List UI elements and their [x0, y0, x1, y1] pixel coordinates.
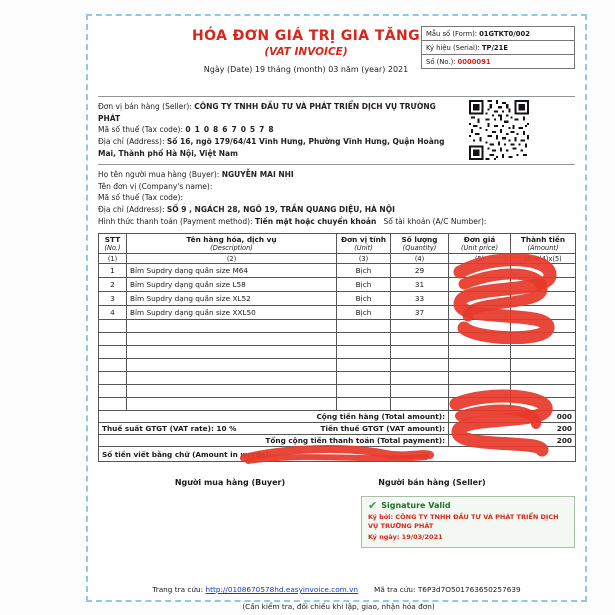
- invoice-date-line: Ngày (Date) 19 tháng (month) 03 năm (year) 2021: [203, 65, 409, 74]
- row-amount-redacted: [511, 264, 576, 278]
- empty-row: [99, 346, 576, 359]
- amount-in-words-row: [99, 447, 576, 462]
- row-quantity: 37: [391, 306, 449, 320]
- lookup-footer: [98, 585, 575, 594]
- row-unit-price-redacted: [449, 278, 511, 292]
- seller-address-line: [98, 136, 448, 159]
- payment-method-label: Hình thức thanh toán (Payment method):: [98, 216, 253, 226]
- row-no: 1: [99, 264, 127, 278]
- col-header-quantity: Số lượng (Quantity): [391, 234, 449, 254]
- seller-tax-code: 0108670578: [185, 125, 278, 135]
- vat-row: [99, 423, 576, 435]
- empty-row: [99, 372, 576, 385]
- buyer-name-label: Họ tên người mua hàng (Buyer):: [98, 170, 220, 180]
- buyer-address: SỐ 9 , NGÁCH 28, NGÕ 19, TRẦN QUANG DIỆU, HÀ NỘI: [166, 205, 395, 214]
- total-payment-label: Tổng cộng tiền thanh toán (Total payment):: [99, 435, 449, 447]
- buyer-tax-line: [98, 192, 575, 204]
- col-num-3: (3): [337, 254, 391, 264]
- row-description: Bỉm Supdry dạng quần size M64: [127, 264, 337, 278]
- empty-row: [99, 320, 576, 333]
- vat-amount-label: Tiền thuế GTGT (VAT amount):: [320, 424, 445, 434]
- seller-tax-line: [98, 124, 448, 136]
- row-quantity: 33: [391, 292, 449, 306]
- col-header-amount: Thành tiền (Amount): [511, 234, 576, 254]
- invoice-title: HÓA ĐƠN GIÁ TRỊ GIA TĂNG: [192, 28, 420, 44]
- seller-name: CÔNG TY TNHH ĐẦU TƯ VÀ PHÁT TRIỂN DỊCH VỤ TRƯỜNG PHÁT: [98, 102, 436, 123]
- row-unit-price-redacted: [449, 292, 511, 306]
- total-amount-value: 000: [449, 411, 576, 423]
- row-unit: Bịch: [337, 264, 391, 278]
- col-num-2: (2): [127, 254, 337, 264]
- invoice-number-label: Số (No.):: [426, 57, 456, 66]
- vat-rate: Thuế suất GTGT (VAT rate): 10 %: [102, 424, 237, 434]
- row-no: 4: [99, 306, 127, 320]
- row-unit-price-redacted: [449, 306, 511, 320]
- lookup-code-label: Mã tra cứu:: [374, 585, 416, 594]
- buyer-signature-title: Người mua hàng (Buyer): [174, 478, 286, 488]
- seller-address: Số 16, ngõ 179/64/41 Vĩnh Hưng, Phường Vĩnh Hưng, Quận Hoàng Mai, Thành phố Hà Nội, Việt Nam: [98, 136, 445, 158]
- seller-signature-title: Người bán hàng (Seller): [378, 478, 486, 488]
- col-num-6: (6)=(4)x(5): [511, 254, 576, 264]
- signature-section: [98, 468, 575, 554]
- lookup-url-link[interactable]: http://0108670578hd.easyinvoice.com.vn: [205, 585, 359, 594]
- seller-name-line: [98, 101, 448, 124]
- buyer-company-label: Tên đơn vị (Company's name):: [98, 181, 213, 191]
- table-row: [99, 292, 576, 306]
- lookup-code-value: T6P3d7O501763650257639: [417, 585, 521, 594]
- invoice-subtitle: (VAT INVOICE): [264, 46, 348, 58]
- table-row: [99, 264, 576, 278]
- invoice-header: [98, 22, 575, 96]
- total-amount-label: Cộng tiền hàng (Total amount):: [99, 411, 449, 423]
- row-unit: Bịch: [337, 278, 391, 292]
- table-row: [99, 306, 576, 320]
- seller-address-label: Địa chỉ (Address):: [98, 136, 165, 146]
- total-amount-row: [99, 411, 576, 423]
- digital-signature-box: [361, 496, 575, 547]
- account-number-label: Số tài khoản (A/C Number):: [383, 216, 487, 226]
- serial-row: [422, 41, 574, 55]
- seller-signature-block: [317, 478, 547, 487]
- buyer-address-line: [98, 204, 575, 216]
- signature-valid-text: Signature Valid: [381, 501, 451, 511]
- col-header-stt: STT (No.): [99, 234, 127, 254]
- qr-code: [469, 100, 529, 160]
- signature-valid-row: [368, 500, 568, 511]
- table-row: [99, 278, 576, 292]
- empty-row: [99, 385, 576, 398]
- seller-section: [98, 96, 575, 164]
- table-header-row: [99, 234, 576, 254]
- invoice-number-value: 0000091: [457, 57, 491, 66]
- col-header-description: Tên hàng hóa, dịch vụ (Description): [127, 234, 337, 254]
- row-no: 2: [99, 278, 127, 292]
- payment-method-line: [98, 216, 575, 228]
- buyer-name-line: [98, 169, 575, 181]
- row-unit: Bịch: [337, 306, 391, 320]
- column-number-row: [99, 254, 576, 264]
- buyer-address-label: Địa chỉ (Address):: [98, 205, 165, 214]
- row-amount-redacted: [511, 306, 576, 320]
- seller-tax-label: Mã số thuế (Tax code):: [98, 125, 184, 135]
- invoice-number-row: [422, 55, 574, 68]
- lookup-label: Trang tra cứu:: [152, 585, 204, 594]
- signed-date-text: Ký ngày: 19/03/2021: [368, 533, 443, 542]
- serial-label: Ký hiệu (Serial):: [426, 43, 480, 52]
- total-payment-row: [99, 435, 576, 447]
- buyer-signature-block: [140, 478, 320, 487]
- lookup-line: [152, 585, 358, 594]
- buyer-name: NGUYỄN MAI NHI: [221, 170, 294, 180]
- buyer-company-line: [98, 181, 575, 193]
- verification-note: (Cần kiểm tra, đối chiếu khi lập, giao, nhận hóa đơn): [242, 602, 435, 611]
- check-icon: ✔: [368, 499, 378, 513]
- seller-name-label: Đơn vị bán hàng (Seller):: [98, 102, 192, 111]
- col-header-unit: Đơn vị tính (Unit): [337, 234, 391, 254]
- payment-method-value: Tiền mặt hoặc chuyển khoản: [254, 216, 377, 226]
- empty-row: [99, 398, 576, 411]
- signed-by-text: Ký bởi: CÔNG TY TNHH ĐẦU TƯ VÀ PHÁT TRIỂN DỊCH VỤ TRƯỜNG PHÁT: [368, 513, 559, 531]
- total-payment-value: 200: [449, 435, 576, 447]
- row-description: Bỉm Supdry dạng quần size XL52: [127, 292, 337, 306]
- col-num-5: (5): [449, 254, 511, 264]
- invoice-page: [86, 14, 587, 602]
- vat-amount-value: 200: [449, 423, 576, 435]
- form-number-row: [422, 27, 574, 41]
- buyer-section: [98, 164, 575, 232]
- col-num-4: (4): [391, 254, 449, 264]
- col-num-1: (1): [99, 254, 127, 264]
- form-value: 01GTKT0/002: [479, 29, 530, 38]
- items-table: [98, 233, 576, 462]
- row-unit: Bịch: [337, 292, 391, 306]
- row-amount-redacted: [511, 278, 576, 292]
- empty-row: [99, 333, 576, 346]
- lookup-code-line: [374, 585, 521, 594]
- row-no: 3: [99, 292, 127, 306]
- row-amount-redacted: [511, 292, 576, 306]
- amount-in-words-label: Số tiền viết bằng chữ (Amount in words):: [99, 447, 576, 462]
- form-label: Mẫu số (Form):: [426, 29, 478, 38]
- row-description: Bỉm Supdry dạng quần size L58: [127, 278, 337, 292]
- serial-value: TP/21E: [481, 43, 509, 52]
- empty-row: [99, 359, 576, 372]
- row-quantity: 31: [391, 278, 449, 292]
- row-quantity: 29: [391, 264, 449, 278]
- buyer-tax-label: Mã số thuế (Tax code):: [98, 193, 184, 203]
- col-header-unit-price: Đơn giá (Unit price): [449, 234, 511, 254]
- invoice-meta-box: [421, 26, 575, 69]
- row-description: Bỉm Supdry dạng quần size XXL50: [127, 306, 337, 320]
- row-unit-price-redacted: [449, 264, 511, 278]
